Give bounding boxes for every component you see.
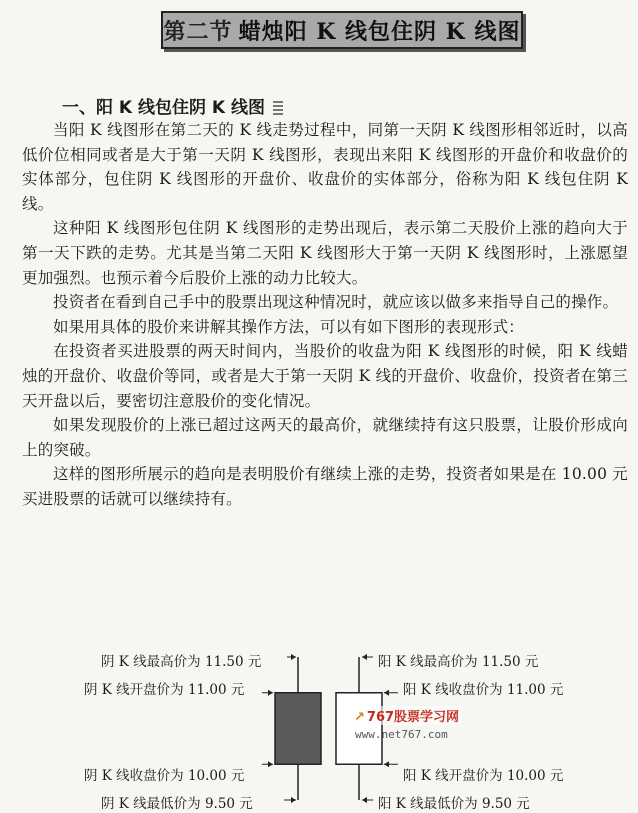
- yin-open-arrow-head: [268, 690, 273, 696]
- candlestick-figure: [0, 640, 638, 813]
- paragraph: 在投资者买进股票的两天时间内，当股价的收盘为阳 K 线图形的时候，阳 K 线蜡烛的开盘价、收盘价等同，或者是大于第一天阴 K 线的开盘价、收盘价，投资者在第三天开盘以后，要密切注意股价的变化情况。: [22, 342, 628, 410]
- section-number: 第二节: [163, 18, 233, 45]
- subsection-title-text: 一、阳 K 线包住阴 K 线图: [62, 98, 266, 118]
- paragraph: 这种阳 K 线图形包住阴 K 线图形的走势出现后，表示第二天股价上涨的趋向大于第一天下跌的走势。尤其是当第二天阳 K 线图形大于第一天阴 K 线图形时，上涨愿望更加强烈。也预示着今后股价上涨的动力比较大。: [22, 219, 628, 287]
- yin-open-label: 阴 K 线开盘价为 11.00 元: [84, 682, 245, 698]
- yin-close-arrow-head: [268, 761, 273, 767]
- yang-low-label: 阳 K 线最低价为 9.50 元: [378, 796, 530, 812]
- yang-high-arrow-head: [362, 654, 367, 660]
- paragraph: 这样的图形所展示的趋向是表明股价有继续上涨的走势，投资者如果是在 10.00 元买进股票的话就可以继续持有。: [22, 465, 628, 508]
- yin-low-arrow-head: [291, 797, 296, 803]
- paragraph: 当阳 K 线图形在第二天的 K 线走势过程中，同第一天阴 K 线图形相邻近时，以高低价位相同或者是大于第一天阴 K 线图形，表现出来阳 K 线图形的开盘价和收盘价的实体部分，包住阴 K 线图形的开盘价、收盘价的实体部分，俗称为阳 K 线包住阴 K 线。: [22, 121, 628, 213]
- paragraph: 如果发现股价的上涨已超过这两天的最高价，就继续持有这只股票，让股价形成向上的突破。: [22, 416, 628, 459]
- yin-high-label: 阴 K 线最高价为 11.50 元: [101, 654, 262, 670]
- section-header: [161, 11, 523, 49]
- section-title: 蜡烛阳 K 线包住阴 K 线图: [238, 18, 521, 45]
- yang-low-arrow-head: [362, 797, 367, 803]
- yang-close-label: 阳 K 线收盘价为 11.00 元: [403, 682, 564, 698]
- yin-low-label: 阴 K 线最低价为 9.50 元: [101, 796, 253, 812]
- yang-open-label: 阳 K 线开盘价为 10.00 元: [403, 768, 564, 784]
- yin-close-label: 阴 K 线收盘价为 10.00 元: [84, 768, 245, 784]
- yang-high-label: 阳 K 线最高价为 11.50 元: [378, 654, 539, 670]
- watermark-url: www.net767.com: [355, 728, 448, 741]
- chart-logo-icon: ↗: [354, 710, 365, 725]
- yin-high-arrow-head: [291, 654, 296, 660]
- watermark-logo-text: 767股票学习网: [366, 710, 460, 725]
- candlestick-diagram: [0, 640, 638, 813]
- yin-candle-body: [275, 693, 321, 765]
- yang-open-arrow-head: [384, 761, 389, 767]
- watermark-logo: [352, 706, 461, 725]
- paragraph: 投资者在看到自己手中的股票出现这种情况时，就应该以做多来指导自己的操作。: [53, 293, 619, 312]
- yang-close-arrow-head: [384, 690, 389, 696]
- margin-mark-icon: [273, 101, 283, 115]
- subsection-title: [62, 93, 283, 118]
- body-text: [22, 118, 628, 512]
- paragraph: 如果用具体的股价来讲解其操作方法，可以有如下图形的表现形式：: [53, 317, 525, 336]
